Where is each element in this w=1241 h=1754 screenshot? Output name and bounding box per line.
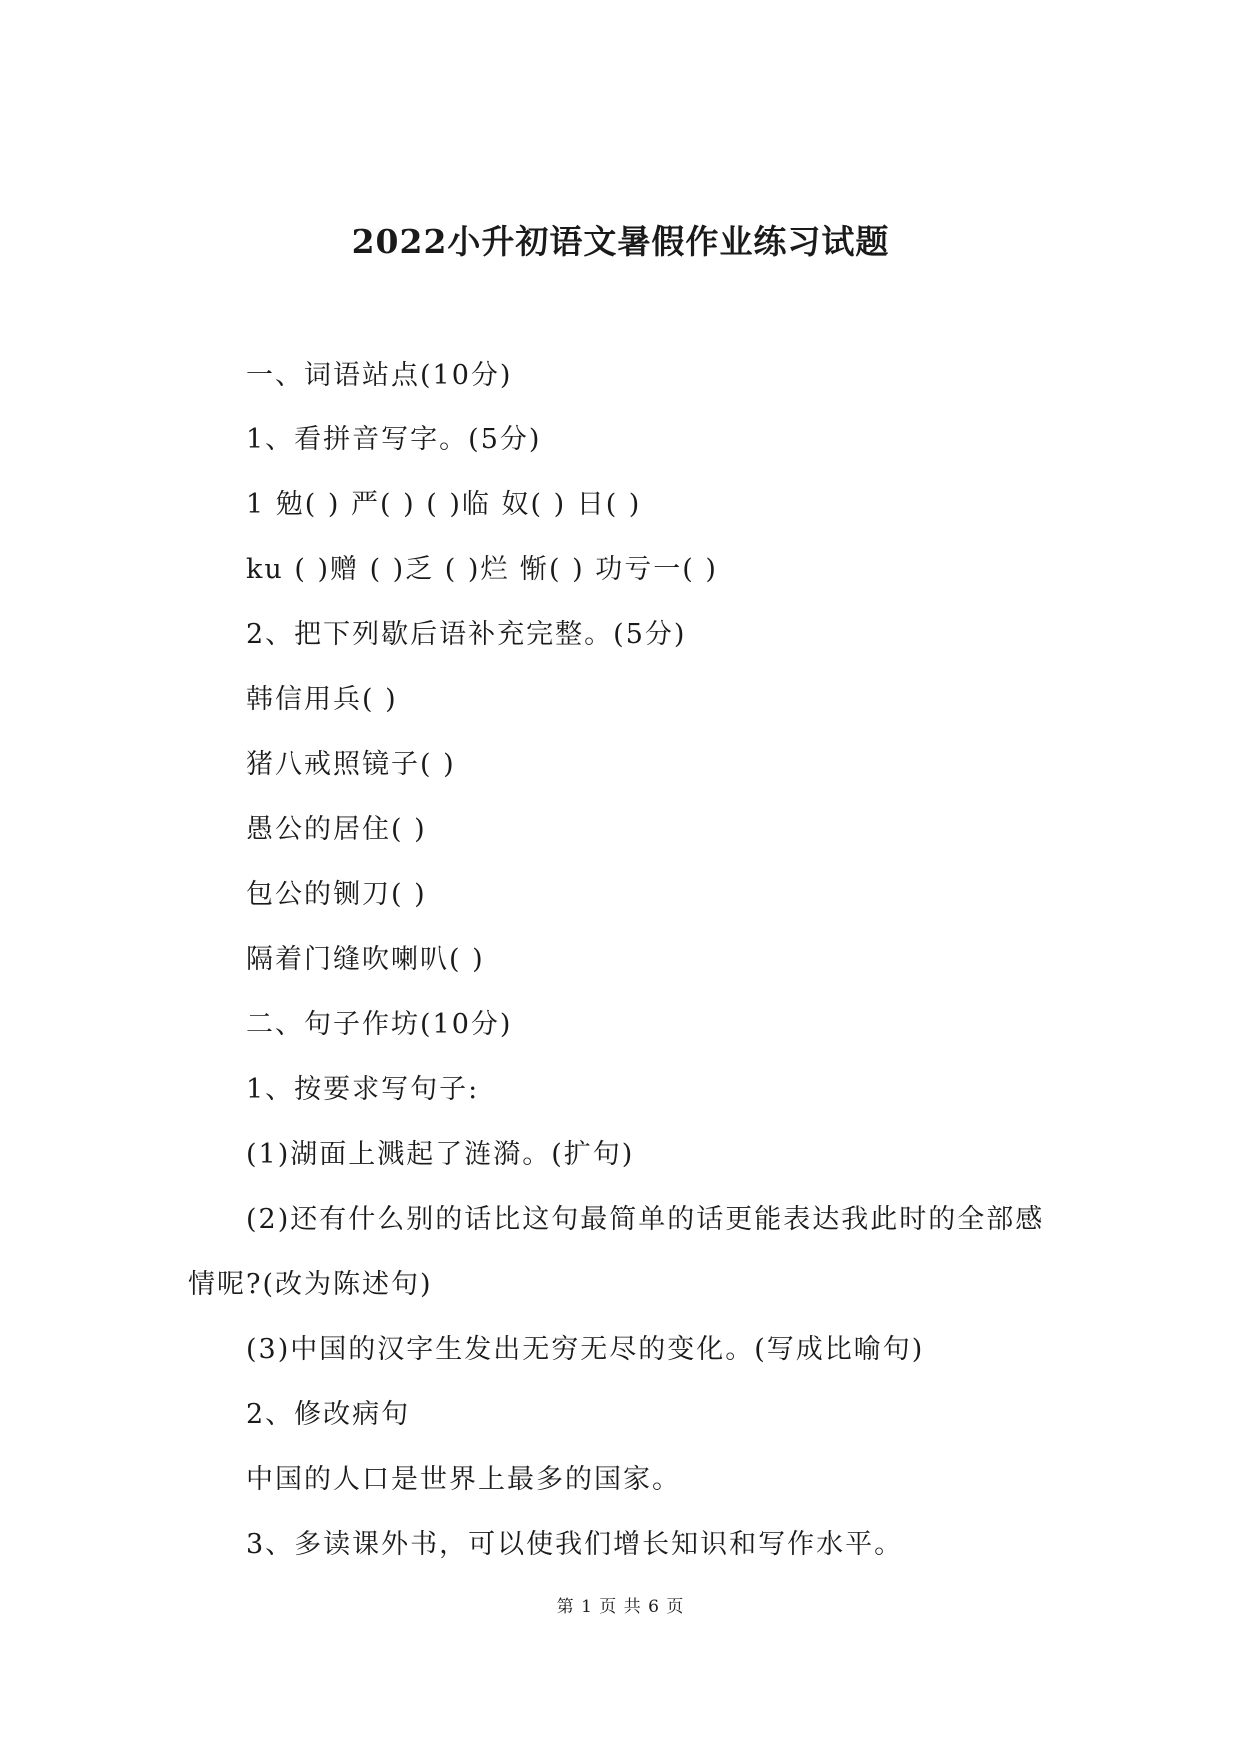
page-footer: 第 1 页 共 6 页: [556, 1597, 685, 1617]
xiehouyu-item: 隔着门缝吹喇叭( ): [246, 944, 485, 975]
sentence-item: (1)湖面上溅起了涟漪。(扩句): [246, 1139, 635, 1170]
pinyin-row-1: 1 勉( ) 严( ) ( )临 奴( ) 日( ): [246, 489, 642, 520]
pinyin-row-2: ku ( )赠 ( )乏 ( )烂 惭( ) 功亏一( ): [246, 554, 718, 585]
question-xiehouyu-heading: 2、把下列歇后语补充完整。(5分): [246, 619, 687, 650]
question-sentence-heading: 1、按要求写句子:: [246, 1074, 480, 1105]
xiehouyu-item: 韩信用兵( ): [246, 684, 398, 715]
document-title: 2022小升初语文暑假作业练习试题: [351, 222, 890, 261]
faulty-sentence: 3、多读课外书，可以使我们增长知识和写作水平。: [246, 1529, 904, 1560]
sentence-item: (3)中国的汉字生发出无穷无尽的变化。(写成比喻句): [246, 1334, 925, 1365]
xiehouyu-item: 包公的铡刀( ): [246, 879, 427, 910]
xiehouyu-item: 猪八戒照镜子( ): [246, 749, 456, 780]
question-fix-sentence-heading: 2、修改病句: [246, 1399, 411, 1430]
sentence-item: (2)还有什么别的话比这句最简单的话更能表达我此时的全部感: [246, 1204, 1045, 1235]
faulty-sentence: 中国的人口是世界上最多的国家。: [246, 1464, 681, 1495]
section-heading-sentences: 二、句子作坊(10分): [246, 1009, 513, 1040]
section-heading-vocabulary: 一、词语站点(10分): [246, 360, 513, 391]
xiehouyu-item: 愚公的居住( ): [246, 814, 427, 845]
sentence-item-continuation: 情呢?(改为陈述句): [188, 1269, 433, 1300]
question-pinyin-heading: 1、看拼音写字。(5分): [246, 424, 542, 455]
